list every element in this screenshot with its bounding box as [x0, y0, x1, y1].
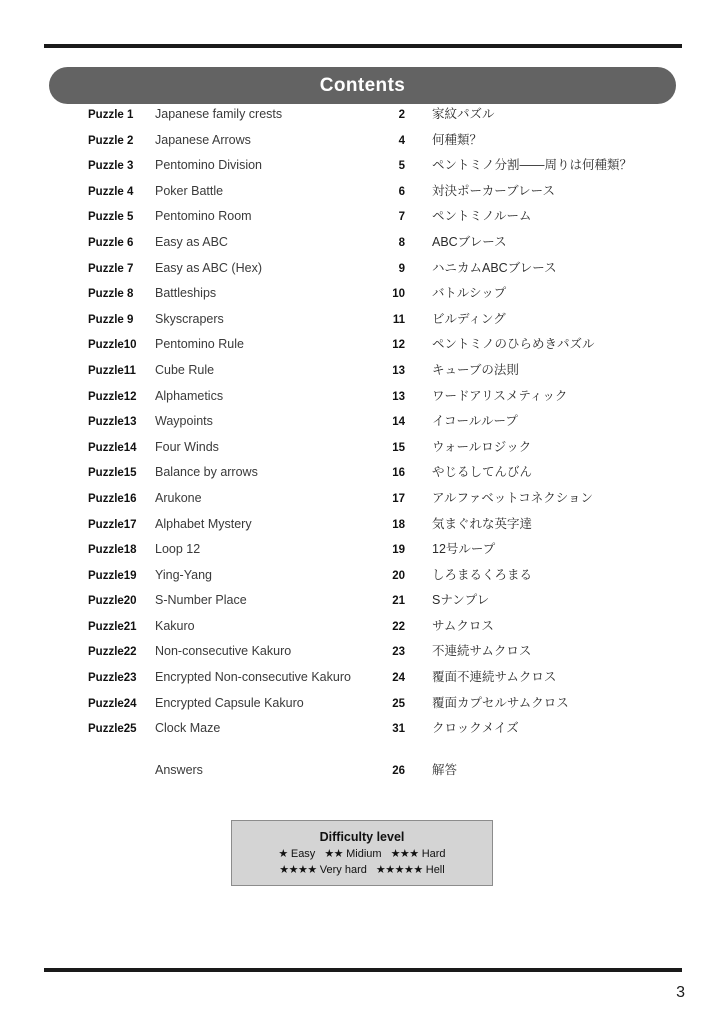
puzzle-label: Puzzle13: [88, 416, 137, 429]
puzzle-title-en: Encrypted Capsule Kakuro: [155, 695, 304, 710]
puzzle-title-en: Poker Battle: [155, 183, 224, 198]
toc-row[interactable]: [0, 411, 725, 437]
puzzle-label: Puzzle 4: [88, 185, 134, 198]
puzzle-title-jp: やじるしてんびん: [432, 465, 533, 480]
difficulty-label: Easy: [287, 848, 316, 860]
star-icon-group: ★★★★★: [375, 864, 423, 876]
puzzle-label: Puzzle 3: [88, 160, 134, 173]
puzzle-title-jp: 何種類？: [432, 132, 483, 147]
puzzle-page-number: 23: [392, 646, 405, 659]
toc-row[interactable]: [0, 130, 725, 156]
puzzle-title-jp: アルファベットコネクション: [432, 490, 594, 505]
footer-page-number: 3: [676, 984, 685, 1001]
puzzle-label: Puzzle14: [88, 441, 137, 454]
puzzle-page-number: 19: [392, 544, 405, 557]
puzzle-page-number: 7: [398, 211, 405, 224]
puzzle-title-en: Alphabet Mystery: [155, 516, 252, 531]
difficulty-line-veryhard-hell: [232, 862, 492, 878]
toc-row[interactable]: [0, 462, 725, 488]
puzzle-title-en: Waypoints: [155, 414, 213, 429]
table-of-contents: [0, 104, 725, 785]
puzzle-label: Puzzle 8: [88, 288, 134, 301]
puzzle-page-number: 14: [392, 416, 405, 429]
page-title: Contents: [319, 74, 406, 96]
puzzle-label: Puzzle21: [88, 620, 137, 633]
puzzle-label: Puzzle20: [88, 595, 137, 608]
puzzle-label: Puzzle 1: [88, 109, 134, 121]
difficulty-label: Hell: [422, 864, 445, 876]
puzzle-label: Puzzle11: [88, 364, 136, 377]
toc-row[interactable]: [0, 693, 725, 719]
contents-header-bar: [49, 67, 676, 104]
puzzle-title-jp: ペントミノルーム: [432, 209, 532, 224]
puzzle-title-jp: しろまるくろまる: [432, 567, 533, 582]
puzzle-title-en: Balance by arrows: [155, 465, 258, 480]
puzzle-title-jp: ペントミノ分割——周りは何種類？: [432, 158, 633, 173]
puzzle-page-number: 31: [392, 723, 405, 736]
star-icon-group: ★: [278, 848, 288, 860]
puzzle-page-number: 24: [392, 672, 405, 685]
puzzle-title-jp: クロックメイズ: [432, 721, 519, 736]
puzzle-title-en: Non-consecutive Kakuro: [155, 644, 292, 659]
puzzle-title-jp: サムクロス: [432, 618, 494, 633]
puzzle-title-en: Pentomino Division: [155, 158, 262, 173]
puzzle-title-en: Encrypted Non-consecutive Kakuro: [155, 670, 351, 685]
puzzle-page-number: 5: [398, 160, 405, 173]
difficulty-label: Very hard: [316, 864, 367, 876]
puzzle-title-jp: ABCブレース: [432, 234, 507, 249]
puzzle-title-jp: 解答: [432, 762, 458, 777]
toc-row[interactable]: [0, 309, 725, 335]
puzzle-title-jp: ハニカムABCブレース: [432, 260, 557, 275]
star-icon-group: ★★★★: [279, 864, 317, 876]
puzzle-label: Puzzle23: [88, 672, 137, 685]
puzzle-page-number: 13: [392, 364, 405, 377]
puzzle-title-jp: キューブの法則: [432, 362, 519, 377]
puzzle-page-number: 22: [392, 620, 405, 633]
star-icon-group: ★★: [324, 848, 344, 860]
puzzle-title-jp: 12号ループ: [432, 542, 496, 557]
puzzle-title-en: Arukone: [155, 490, 202, 505]
puzzle-title-en: Battleships: [155, 286, 217, 301]
puzzle-label: Puzzle12: [88, 390, 137, 403]
puzzle-title-jp: 家紋パズル: [432, 107, 495, 121]
difficulty-title: Difficulty level: [319, 830, 405, 844]
puzzle-page-number: 26: [392, 764, 405, 777]
toc-row[interactable]: [0, 488, 725, 514]
toc-row[interactable]: [0, 437, 725, 463]
puzzle-title-en: Alphametics: [155, 388, 224, 403]
puzzle-title-en: Four Winds: [155, 439, 219, 454]
puzzle-page-number: 20: [392, 569, 405, 582]
puzzle-page-number: 4: [398, 134, 405, 147]
puzzle-label: Puzzle18: [88, 544, 137, 557]
puzzle-title-jp: 不連続サムクロス: [432, 644, 532, 659]
puzzle-page-number: 6: [398, 185, 405, 198]
puzzle-page-number: 8: [398, 236, 405, 249]
toc-row[interactable]: [0, 334, 725, 360]
difficulty-label: Hard: [418, 848, 446, 860]
puzzle-title-en: Skyscrapers: [155, 311, 224, 326]
difficulty-line-easy-hard: [232, 846, 492, 862]
toc-row[interactable]: [0, 258, 725, 284]
puzzle-title-jp: 対決ポーカーブレース: [432, 183, 556, 198]
toc-row-answers[interactable]: [0, 760, 725, 786]
puzzle-title-en: Pentomino Rule: [155, 337, 244, 352]
puzzle-label: Puzzle16: [88, 492, 137, 505]
puzzle-title-en: Ying-Yang: [155, 567, 212, 582]
toc-row[interactable]: [0, 641, 725, 667]
toc-row[interactable]: [0, 104, 725, 130]
puzzle-label: Puzzle17: [88, 518, 137, 531]
puzzle-label: Puzzle25: [88, 723, 137, 736]
toc-row[interactable]: [0, 360, 725, 386]
puzzle-label: Puzzle22: [88, 646, 137, 659]
toc-row[interactable]: [0, 616, 725, 642]
toc-row[interactable]: [0, 539, 725, 565]
toc-row[interactable]: [0, 206, 725, 232]
puzzle-title-jp: 覆面カプセルサムクロス: [432, 695, 569, 710]
puzzle-title-jp: バトルシップ: [432, 286, 507, 301]
toc-row[interactable]: [0, 283, 725, 309]
bottom-rule: [44, 968, 682, 972]
difficulty-legend: [231, 820, 493, 886]
puzzle-page-number: 18: [392, 518, 405, 531]
toc-row[interactable]: [0, 232, 725, 258]
toc-row[interactable]: [0, 667, 725, 693]
puzzle-page-number: 12: [392, 339, 405, 352]
puzzle-title-en: Japanese Arrows: [155, 132, 251, 147]
toc-row[interactable]: [0, 155, 725, 181]
puzzle-title-en: Answers: [155, 762, 203, 777]
star-icon-group: ★★★: [390, 848, 419, 860]
puzzle-title-en: Cube Rule: [155, 362, 215, 377]
toc-row[interactable]: [0, 590, 725, 616]
puzzle-page-number: 10: [392, 288, 405, 301]
puzzle-label: Puzzle 7: [88, 262, 134, 275]
puzzle-label: Puzzle19: [88, 569, 137, 582]
puzzle-label: Puzzle24: [88, 697, 137, 710]
puzzle-page-number: 13: [392, 390, 405, 403]
toc-row[interactable]: [0, 718, 725, 744]
puzzle-page-number: 9: [398, 262, 405, 275]
puzzle-label: Puzzle10: [88, 339, 137, 352]
toc-row[interactable]: [0, 565, 725, 591]
puzzle-page-number: 17: [392, 492, 405, 505]
puzzle-title-jp: ウォールロジック: [432, 439, 532, 454]
puzzle-title-en: Easy as ABC (Hex): [155, 260, 262, 275]
toc-row[interactable]: [0, 181, 725, 207]
puzzle-page-number: 16: [392, 467, 405, 480]
puzzle-label: Puzzle 9: [88, 313, 134, 326]
puzzle-page-number: 25: [392, 697, 405, 710]
puzzle-page-number: 11: [392, 313, 405, 326]
puzzle-title-en: Loop 12: [155, 542, 201, 557]
puzzle-title-jp: Sナンプレ: [432, 593, 490, 608]
puzzle-title-en: Clock Maze: [155, 721, 221, 736]
puzzle-title-jp: 覆面不連続サムクロス: [432, 670, 557, 685]
puzzle-title-jp: ビルディング: [432, 311, 506, 326]
toc-row[interactable]: [0, 386, 725, 412]
puzzle-title-en: Easy as ABC: [155, 234, 228, 249]
puzzle-page-number: 21: [392, 595, 405, 608]
puzzle-title-jp: ペントミノのひらめきパズル: [432, 337, 595, 352]
puzzle-title-en: S-Number Place: [155, 593, 247, 608]
puzzle-title-jp: 気まぐれな英字達: [432, 516, 533, 531]
puzzle-title-jp: イコールループ: [432, 414, 518, 429]
puzzle-title-en: Kakuro: [155, 618, 195, 633]
difficulty-label: Midium: [343, 848, 382, 860]
puzzle-page-number: 2: [398, 109, 405, 121]
toc-row[interactable]: [0, 514, 725, 540]
puzzle-title-en: Pentomino Room: [155, 209, 252, 224]
puzzle-label: Puzzle 5: [88, 211, 134, 224]
puzzle-label: Puzzle 6: [88, 236, 134, 249]
puzzle-page-number: 15: [392, 441, 405, 454]
puzzle-label: Puzzle15: [88, 467, 137, 480]
puzzle-title-jp: ワードアリスメティック: [432, 388, 568, 403]
top-rule: [44, 44, 682, 48]
puzzle-title-en: Japanese family crests: [155, 107, 283, 121]
puzzle-label: Puzzle 2: [88, 134, 134, 147]
